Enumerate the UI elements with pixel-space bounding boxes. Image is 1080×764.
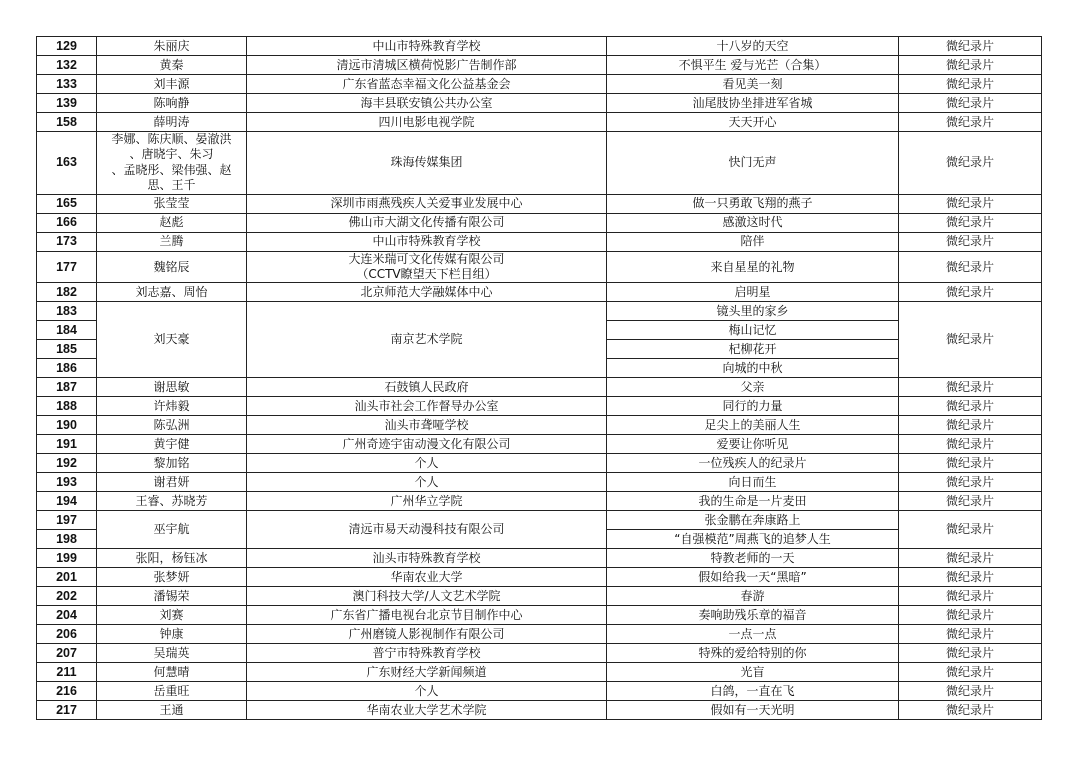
table-row <box>37 194 1042 213</box>
category-cell: 微纪录片 <box>899 132 1042 195</box>
entrant-name-cell: 王睿、苏晓芳 <box>97 492 247 511</box>
organization-cell: 广东省蓝态幸福文化公益基金会 <box>247 75 607 94</box>
entry-number-cell: 217 <box>37 701 97 720</box>
work-title-cell: 同行的力量 <box>607 397 899 416</box>
entrant-name-line: 、孟晓彤、梁伟强、赵 <box>111 162 232 177</box>
entrant-name-cell: 谢思敏 <box>97 378 247 397</box>
work-title-cell: 白鸽，一直在飞 <box>607 682 899 701</box>
entrant-name-cell: 刘赛 <box>97 606 247 625</box>
entry-number-cell: 198 <box>37 530 97 549</box>
work-title-cell: 不惧平生 爱与光芒（合集） <box>607 56 899 75</box>
category-cell: 微纪录片 <box>899 251 1042 283</box>
entry-number-cell: 190 <box>37 416 97 435</box>
category-cell: 微纪录片 <box>899 37 1042 56</box>
work-title-cell: 奏响助残乐章的福音 <box>607 606 899 625</box>
organization-cell: 个人 <box>247 473 607 492</box>
entries-table-body <box>37 37 1042 720</box>
entrant-name-cell: 钟康 <box>97 625 247 644</box>
entry-number-cell: 177 <box>37 251 97 283</box>
table-row <box>37 113 1042 132</box>
entrant-name-cell: 谢君妍 <box>97 473 247 492</box>
category-cell: 微纪录片 <box>899 213 1042 232</box>
entrant-name-cell: 张阳，杨钰冰 <box>97 549 247 568</box>
work-title-cell: 春游 <box>607 587 899 606</box>
entrant-name-cell: 魏铭辰 <box>97 251 247 283</box>
category-cell: 微纪录片 <box>899 549 1042 568</box>
organization-cell: 南京艺术学院 <box>247 302 607 378</box>
organization-cell: 汕头市聋哑学校 <box>247 416 607 435</box>
entry-number-cell: 183 <box>37 302 97 321</box>
entrant-name-cell: 黄宇健 <box>97 435 247 454</box>
work-title-cell: 感激这时代 <box>607 213 899 232</box>
entrant-name-cell: 陈弘洲 <box>97 416 247 435</box>
category-cell: 微纪录片 <box>899 625 1042 644</box>
entry-number-cell: 211 <box>37 663 97 682</box>
entrant-name-cell <box>97 132 247 195</box>
work-title-cell: 杞柳花开 <box>607 340 899 359</box>
table-row <box>37 625 1042 644</box>
entrant-name-cell: 赵彪 <box>97 213 247 232</box>
entry-number-cell: 158 <box>37 113 97 132</box>
work-title-cell: 陪伴 <box>607 232 899 251</box>
work-title-cell: 父亲 <box>607 378 899 397</box>
entrant-name-cell: 黎加铭 <box>97 454 247 473</box>
table-row <box>37 606 1042 625</box>
organization-cell: 华南农业大学艺术学院 <box>247 701 607 720</box>
category-cell: 微纪录片 <box>899 397 1042 416</box>
table-row <box>37 473 1042 492</box>
work-title-cell: 一点一点 <box>607 625 899 644</box>
category-cell: 微纪录片 <box>899 56 1042 75</box>
entrant-name-cell: 刘志嘉、周怡 <box>97 283 247 302</box>
organization-cell: 个人 <box>247 454 607 473</box>
entrant-name-line: 思、王千 <box>147 178 196 193</box>
category-cell: 微纪录片 <box>899 194 1042 213</box>
entrant-name-cell: 黄秦 <box>97 56 247 75</box>
work-title-cell: 张金鹏在奔康路上 <box>607 511 899 530</box>
table-row <box>37 232 1042 251</box>
category-cell: 微纪录片 <box>899 511 1042 549</box>
work-title-cell: 特殊的爱给特别的你 <box>607 644 899 663</box>
table-row <box>37 416 1042 435</box>
category-cell: 微纪录片 <box>899 454 1042 473</box>
category-cell: 微纪录片 <box>899 492 1042 511</box>
entry-number-cell: 165 <box>37 194 97 213</box>
category-cell: 微纪录片 <box>899 378 1042 397</box>
category-cell: 微纪录片 <box>899 302 1042 378</box>
entry-number-cell: 184 <box>37 321 97 340</box>
entry-number-cell: 197 <box>37 511 97 530</box>
entry-number-cell: 204 <box>37 606 97 625</box>
work-title-cell: 假如有一天光明 <box>607 701 899 720</box>
entry-number-cell: 216 <box>37 682 97 701</box>
organization-line: （CCTV瞭望天下栏目组） <box>356 267 497 282</box>
entrant-name-cell: 陈响静 <box>97 94 247 113</box>
organization-cell: 清远市易天动漫科技有限公司 <box>247 511 607 549</box>
category-cell: 微纪录片 <box>899 232 1042 251</box>
table-row <box>37 251 1042 283</box>
entry-number-cell: 129 <box>37 37 97 56</box>
work-title-cell: 向日而生 <box>607 473 899 492</box>
entrant-name-cell: 吴瑞英 <box>97 644 247 663</box>
entrant-name-cell: 刘天豪 <box>97 302 247 378</box>
entrant-name-cell: 刘丰源 <box>97 75 247 94</box>
table-row <box>37 587 1042 606</box>
entry-number-cell: 163 <box>37 132 97 195</box>
organization-cell: 华南农业大学 <box>247 568 607 587</box>
organization-cell: 海丰县联安镇公共办公室 <box>247 94 607 113</box>
entries-table <box>36 36 1042 720</box>
table-row <box>37 75 1042 94</box>
entry-number-cell: 194 <box>37 492 97 511</box>
table-row <box>37 132 1042 195</box>
organization-line: 大连米瑞可文化传媒有限公司 <box>348 251 505 266</box>
category-cell: 微纪录片 <box>899 606 1042 625</box>
table-row <box>37 492 1042 511</box>
entrant-name-cell: 潘锡荣 <box>97 587 247 606</box>
organization-cell: 四川电影电视学院 <box>247 113 607 132</box>
entry-number-cell: 187 <box>37 378 97 397</box>
entry-number-cell: 139 <box>37 94 97 113</box>
table-row <box>37 37 1042 56</box>
category-cell: 微纪录片 <box>899 416 1042 435</box>
work-title-cell: 足尖上的美丽人生 <box>607 416 899 435</box>
work-title-cell: 启明星 <box>607 283 899 302</box>
work-title-cell: 来自星星的礼物 <box>607 251 899 283</box>
table-row <box>37 549 1042 568</box>
organization-cell: 石鼓镇人民政府 <box>247 378 607 397</box>
organization-cell: 深圳市雨燕残疾人关爱事业发展中心 <box>247 194 607 213</box>
table-row <box>37 511 1042 530</box>
organization-cell: 佛山市大湖文化传播有限公司 <box>247 213 607 232</box>
category-cell: 微纪录片 <box>899 663 1042 682</box>
category-cell: 微纪录片 <box>899 113 1042 132</box>
entrant-name-line: 李娜、陈庆顺、晏澈洪 <box>111 132 232 146</box>
category-cell: 微纪录片 <box>899 644 1042 663</box>
table-row <box>37 302 1042 321</box>
table-row <box>37 568 1042 587</box>
organization-cell: 汕头市社会工作督导办公室 <box>247 397 607 416</box>
work-title-cell: 看见美一刻 <box>607 75 899 94</box>
entry-number-cell: 199 <box>37 549 97 568</box>
table-row <box>37 56 1042 75</box>
entry-number-cell: 206 <box>37 625 97 644</box>
entrant-name-cell: 许炜毅 <box>97 397 247 416</box>
work-title-cell: 梅山记忆 <box>607 321 899 340</box>
organization-cell: 个人 <box>247 682 607 701</box>
entry-number-cell: 188 <box>37 397 97 416</box>
organization-cell: 广东财经大学新闻频道 <box>247 663 607 682</box>
table-row <box>37 378 1042 397</box>
entrant-name-cell: 岳重旺 <box>97 682 247 701</box>
entry-number-cell: 201 <box>37 568 97 587</box>
category-cell: 微纪录片 <box>899 568 1042 587</box>
work-title-cell: 天天开心 <box>607 113 899 132</box>
entrant-name-cell: 薛明涛 <box>97 113 247 132</box>
entrant-name-cell: 张莹莹 <box>97 194 247 213</box>
table-row <box>37 644 1042 663</box>
entrant-name-cell: 张梦妍 <box>97 568 247 587</box>
work-title-cell: 镜头里的家乡 <box>607 302 899 321</box>
organization-cell: 汕头市特殊教育学校 <box>247 549 607 568</box>
organization-cell: 广州磨镜人影视制作有限公司 <box>247 625 607 644</box>
work-title-cell: 爱要让你听见 <box>607 435 899 454</box>
organization-cell <box>247 251 607 283</box>
organization-cell: 中山市特殊教育学校 <box>247 232 607 251</box>
work-title-cell: 特教老师的一天 <box>607 549 899 568</box>
table-row <box>37 435 1042 454</box>
work-title-cell: 一位残疾人的纪录片 <box>607 454 899 473</box>
organization-cell: 广州华立学院 <box>247 492 607 511</box>
work-title-cell: 向城的中秋 <box>607 359 899 378</box>
work-title-cell: 快门无声 <box>607 132 899 195</box>
organization-cell: 中山市特殊教育学校 <box>247 37 607 56</box>
work-title-cell: “自强模范”周燕飞的追梦人生 <box>607 530 899 549</box>
table-row <box>37 682 1042 701</box>
category-cell: 微纪录片 <box>899 682 1042 701</box>
work-title-cell: 假如给我一天“黑暗” <box>607 568 899 587</box>
entrant-name-cell: 何慧晴 <box>97 663 247 682</box>
entrant-name-cell: 王通 <box>97 701 247 720</box>
entry-number-cell: 192 <box>37 454 97 473</box>
organization-cell: 珠海传媒集团 <box>247 132 607 195</box>
entry-number-cell: 166 <box>37 213 97 232</box>
category-cell: 微纪录片 <box>899 701 1042 720</box>
entry-number-cell: 132 <box>37 56 97 75</box>
entry-number-cell: 207 <box>37 644 97 663</box>
entry-number-cell: 193 <box>37 473 97 492</box>
organization-cell: 北京师范大学融媒体中心 <box>247 283 607 302</box>
organization-cell: 广东省广播电视台北京节目制作中心 <box>247 606 607 625</box>
category-cell: 微纪录片 <box>899 283 1042 302</box>
entrant-name-cell: 巫宇航 <box>97 511 247 549</box>
category-cell: 微纪录片 <box>899 587 1042 606</box>
entry-number-cell: 182 <box>37 283 97 302</box>
category-cell: 微纪录片 <box>899 75 1042 94</box>
work-title-cell: 我的生命是一片麦田 <box>607 492 899 511</box>
table-row <box>37 397 1042 416</box>
work-title-cell: 做一只勇敢飞翔的燕子 <box>607 194 899 213</box>
entry-number-cell: 173 <box>37 232 97 251</box>
table-row <box>37 283 1042 302</box>
work-title-cell: 汕尾肢协坐排进军省城 <box>607 94 899 113</box>
entrant-name-cell: 兰腾 <box>97 232 247 251</box>
table-row <box>37 213 1042 232</box>
entrant-name-cell: 朱丽庆 <box>97 37 247 56</box>
table-row <box>37 701 1042 720</box>
entry-number-cell: 202 <box>37 587 97 606</box>
category-cell: 微纪录片 <box>899 435 1042 454</box>
entry-number-cell: 185 <box>37 340 97 359</box>
category-cell: 微纪录片 <box>899 94 1042 113</box>
organization-cell: 广州奇迹宇宙动漫文化有限公司 <box>247 435 607 454</box>
organization-cell: 普宁市特殊教育学校 <box>247 644 607 663</box>
work-title-cell: 光盲 <box>607 663 899 682</box>
table-row <box>37 663 1042 682</box>
category-cell: 微纪录片 <box>899 473 1042 492</box>
entrant-name-line: 、唐晓宇、朱习 <box>129 147 214 162</box>
entry-number-cell: 191 <box>37 435 97 454</box>
organization-cell: 澳门科技大学/人文艺术学院 <box>247 587 607 606</box>
organization-cell: 清远市清城区横荷悦影广告制作部 <box>247 56 607 75</box>
entry-number-cell: 133 <box>37 75 97 94</box>
table-row <box>37 454 1042 473</box>
table-row <box>37 94 1042 113</box>
work-title-cell: 十八岁的天空 <box>607 37 899 56</box>
entry-number-cell: 186 <box>37 359 97 378</box>
